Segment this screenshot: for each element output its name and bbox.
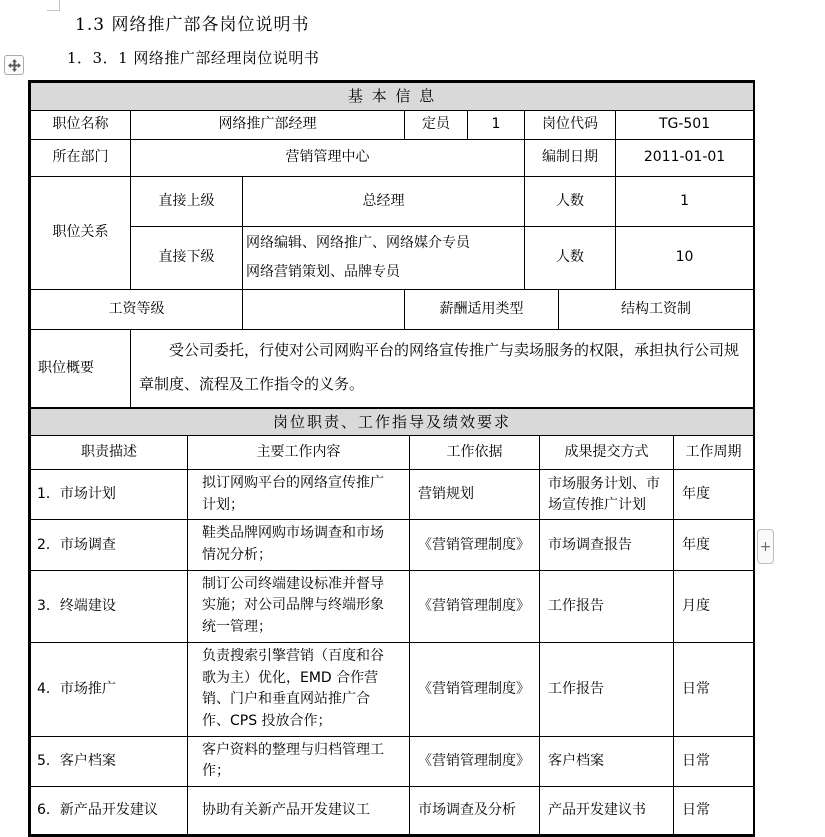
direct-subordinate-value <box>243 226 525 289</box>
duty-deliverable: 工作报告 <box>540 570 674 642</box>
duty-deliverable: 市场调查报告 <box>540 520 674 570</box>
duty-content: 负责搜索引擎营销（百度和谷歌为主）优化，EMD 合作营销、门户和垂直网站推广合作、CPS 投放合作； <box>188 642 410 736</box>
duty-basis: 《营销管理制度》 <box>410 520 540 570</box>
duty-row-3 <box>31 570 754 642</box>
duty-deliverable: 工作报告 <box>540 642 674 736</box>
basic-info-table <box>30 82 754 408</box>
position-name-value: 网络推广部经理 <box>131 110 405 139</box>
headcount-label: 定员 <box>405 110 468 139</box>
department-value: 营销管理中心 <box>131 139 525 176</box>
duty-name: 1．市场计划 <box>31 470 188 520</box>
subordinate-count-label: 人数 <box>525 226 616 289</box>
summary-value <box>131 329 754 407</box>
salary-grade-label: 工资等级 <box>31 289 243 329</box>
duty-content: 鞋类品牌网购市场调查和市场情况分析； <box>188 520 410 570</box>
duties-header-cycle: 工作周期 <box>674 436 754 470</box>
basic-info-section-header: 基 本 信 息 <box>31 83 754 111</box>
subsection-heading: 1．3．1 网络推广部经理岗位说明书 <box>67 49 320 67</box>
duty-basis: 营销规划 <box>410 470 540 520</box>
duty-deliverable: 市场服务计划、市场宣传推广计划 <box>540 470 674 520</box>
section-heading: 1.3 网络推广部各岗位说明书 <box>75 15 310 35</box>
duty-content: 协助有关新产品开发建议工 <box>188 786 410 834</box>
duty-name: 5．客户档案 <box>31 736 188 786</box>
duties-table <box>30 408 754 835</box>
summary-text: 受公司委托，行使对公司网购平台的网络宣传推广与卖场服务的权限，承担执行公司规章制度、流程及工作指令的义务。 <box>139 341 740 393</box>
salary-type-value: 结构工资制 <box>559 289 754 329</box>
duty-row-4 <box>31 642 754 736</box>
duty-deliverable: 产品开发建议书 <box>540 786 674 834</box>
direct-superior-label: 直接上级 <box>131 176 243 226</box>
duty-name: 6．新产品开发建议 <box>31 786 188 834</box>
duty-row-1 <box>31 470 754 520</box>
relations-label: 职位关系 <box>31 176 131 289</box>
plus-icon: + <box>759 538 772 555</box>
duties-header-duty: 职责描述 <box>31 436 188 470</box>
duty-content: 拟订网购平台的网络宣传推广计划； <box>188 470 410 520</box>
duty-name: 4．市场推广 <box>31 642 188 736</box>
move-icon <box>8 59 21 72</box>
headcount-value: 1 <box>468 110 525 139</box>
duty-cycle: 月度 <box>674 570 754 642</box>
duty-cycle: 日常 <box>674 736 754 786</box>
job-description-table <box>28 80 755 837</box>
duty-basis: 《营销管理制度》 <box>410 570 540 642</box>
date-label: 编制日期 <box>525 139 616 176</box>
duty-basis: 《营销管理制度》 <box>410 736 540 786</box>
job-code-label: 岗位代码 <box>525 110 616 139</box>
duty-cycle: 日常 <box>674 642 754 736</box>
duty-content: 制订公司终端建设标准并督导实施；对公司品牌与终端形象统一管理； <box>188 570 410 642</box>
job-code-value: TG-501 <box>616 110 754 139</box>
duty-content: 客户资料的整理与归档管理工作； <box>188 736 410 786</box>
duty-row-5 <box>31 736 754 786</box>
department-label: 所在部门 <box>31 139 131 176</box>
subordinate-count-value: 10 <box>616 226 754 289</box>
summary-label: 职位概要 <box>31 329 131 407</box>
duty-name: 2．市场调查 <box>31 520 188 570</box>
duty-row-2 <box>31 520 754 570</box>
salary-grade-value <box>243 289 405 329</box>
insert-row-button[interactable] <box>757 529 774 564</box>
duty-basis: 市场调查及分析 <box>410 786 540 834</box>
duties-header-basis: 工作依据 <box>410 436 540 470</box>
text-boundary-corner-mark <box>47 0 60 11</box>
position-name-label: 职位名称 <box>31 110 131 139</box>
subordinate-line-1: 网络编辑、网络推广、网络媒介专员 <box>246 234 470 251</box>
direct-superior-value: 总经理 <box>243 176 525 226</box>
table-move-handle[interactable] <box>4 55 24 75</box>
duty-row-6 <box>31 786 754 834</box>
duty-deliverable: 客户档案 <box>540 736 674 786</box>
duty-basis: 《营销管理制度》 <box>410 642 540 736</box>
superior-count-label: 人数 <box>525 176 616 226</box>
duty-cycle: 年度 <box>674 470 754 520</box>
duties-header-deliverable: 成果提交方式 <box>540 436 674 470</box>
duty-name: 3．终端建设 <box>31 570 188 642</box>
date-value: 2011-01-01 <box>616 139 754 176</box>
duties-section-header: 岗位职责、工作指导及绩效要求 <box>31 408 754 436</box>
direct-subordinate-label: 直接下级 <box>131 226 243 289</box>
duties-header-content: 主要工作内容 <box>188 436 410 470</box>
duty-cycle: 日常 <box>674 786 754 834</box>
superior-count-value: 1 <box>616 176 754 226</box>
duty-cycle: 年度 <box>674 520 754 570</box>
salary-type-label: 薪酬适用类型 <box>405 289 559 329</box>
subordinate-line-2: 网络营销策划、品牌专员 <box>246 263 400 280</box>
